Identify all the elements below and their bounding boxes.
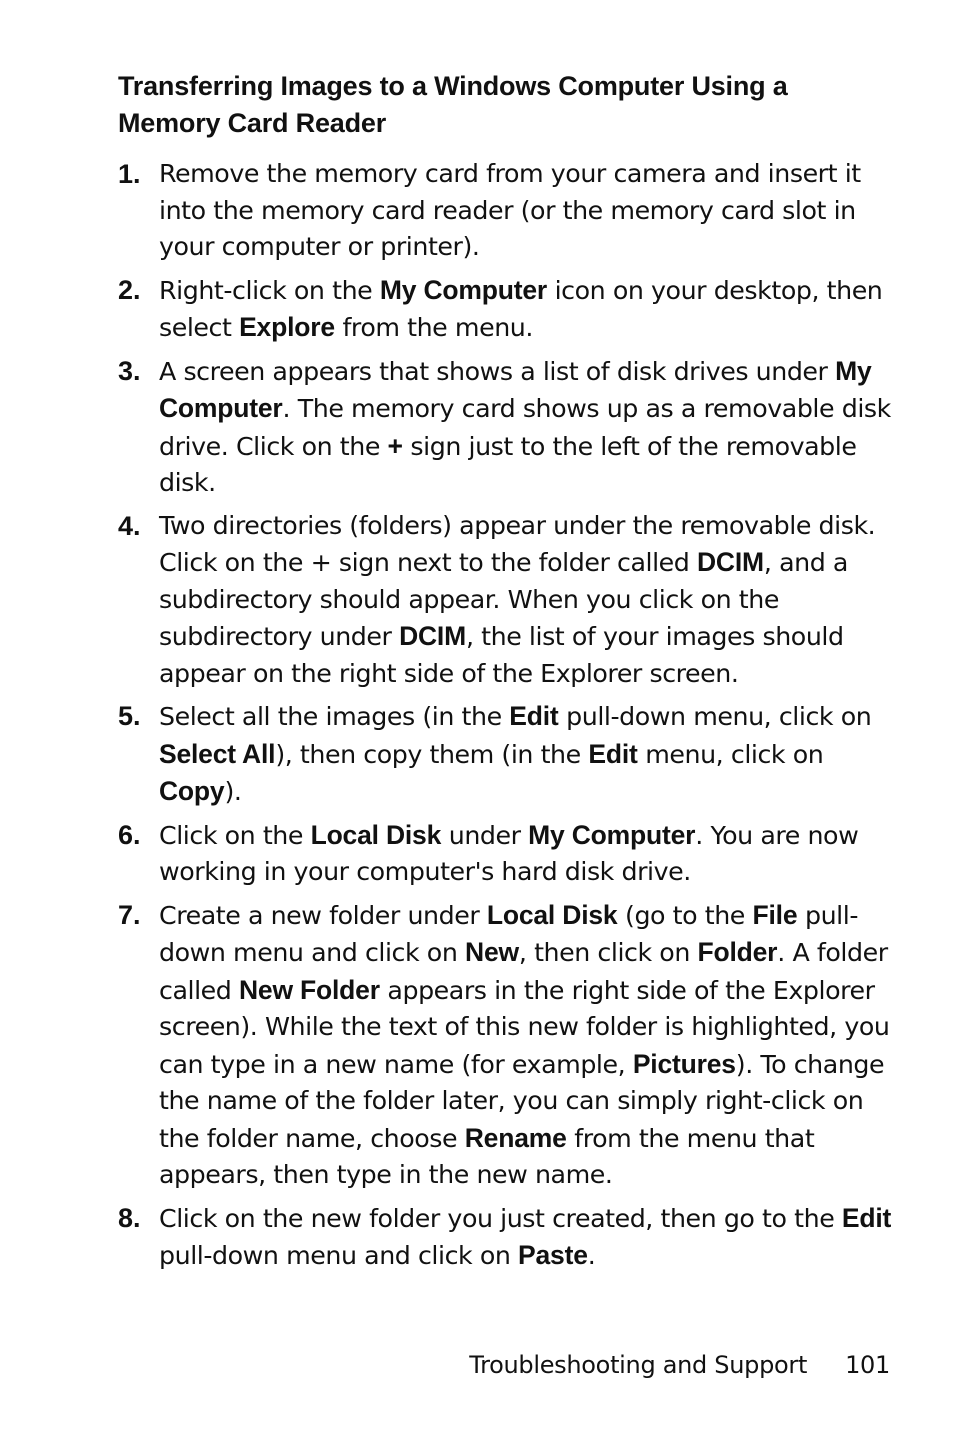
document-page xyxy=(118,68,893,1281)
ui-term: My Computer xyxy=(528,819,696,850)
step-number: 3. xyxy=(118,355,141,386)
step-text-run: , then click on xyxy=(518,938,698,967)
step-number: 8. xyxy=(118,1202,141,1233)
ui-term: + xyxy=(387,430,403,461)
step-number: 4. xyxy=(118,510,141,541)
page-number: 101 xyxy=(845,1351,890,1379)
ui-term: DCIM xyxy=(696,547,764,577)
ui-term: New xyxy=(465,937,519,967)
ui-term: My Computer xyxy=(379,274,547,305)
step-number: 7. xyxy=(118,899,141,930)
step-number: 1. xyxy=(118,159,141,189)
step-item xyxy=(118,272,893,347)
step-text-run: . A folder called xyxy=(159,938,888,1005)
step-text-run: ), then copy them (in the xyxy=(275,739,589,769)
step-text-run: under xyxy=(441,820,529,850)
step-text xyxy=(159,272,893,347)
ui-term: Rename xyxy=(464,1122,567,1153)
step-text-run: appears in the right side of the Explorer screen). While the text of this new folder is highlighted, you can type in a new name (for example, xyxy=(159,975,890,1079)
ui-term: Select All xyxy=(159,738,276,769)
step-item xyxy=(118,817,893,891)
step-text xyxy=(159,156,893,266)
step-number: 6. xyxy=(118,819,141,850)
step-text xyxy=(159,698,893,811)
step-item xyxy=(118,1200,893,1275)
step-text xyxy=(159,897,893,1194)
step-text-run: . You are now working in your computer's hard disk drive. xyxy=(159,820,859,886)
step-item xyxy=(118,698,893,811)
ui-term: Edit xyxy=(509,701,559,731)
step-text-run: Two directories (folders) appear under the removable disk. Click on the + sign next to the folder called xyxy=(159,510,876,577)
step-text-run: , the list of your images should appear on the right side of the Explorer screen. xyxy=(159,622,844,688)
step-text-run: A screen appears that shows a list of disk drives under xyxy=(159,356,836,386)
step-item xyxy=(118,156,893,266)
step-text xyxy=(159,508,893,693)
step-item xyxy=(118,508,893,693)
footer-section-title: Troubleshooting and Support xyxy=(469,1351,808,1379)
step-text-run: from the menu. xyxy=(334,313,533,342)
step-text-run: icon on your desktop, then select xyxy=(159,275,883,342)
step-text-run: pull-down menu, click on xyxy=(558,702,872,731)
step-text-run: , and a subdirectory should appear. When you click on the subdirectory under xyxy=(159,548,848,651)
step-text-run: (go to the xyxy=(617,900,753,930)
ui-term: New Folder xyxy=(238,974,380,1005)
step-text-run: pull-down menu and click on xyxy=(159,900,859,967)
step-item xyxy=(118,897,893,1194)
section-heading: Transferring Images to a Windows Computer Using a Memory Card Reader xyxy=(118,71,788,138)
step-text-run: Click on the new folder you just created, then go to the xyxy=(159,1203,842,1233)
page-footer xyxy=(469,1347,890,1383)
step-text xyxy=(159,817,893,891)
ui-term: Paste xyxy=(518,1240,588,1270)
step-number: 5. xyxy=(118,701,141,731)
step-text-run: sign just to the left of the removable disk. xyxy=(159,431,857,497)
step-text-run: Right-click on the xyxy=(159,275,380,305)
step-text-run: ). xyxy=(224,777,242,806)
ui-term: File xyxy=(752,899,798,930)
step-text-run: Click on the xyxy=(159,820,311,850)
step-text-run: Create a new folder under xyxy=(159,900,487,930)
ui-term: Edit xyxy=(841,1202,892,1233)
ui-term: Local Disk xyxy=(310,819,442,850)
ui-term: Local Disk xyxy=(486,899,618,930)
step-text-run: Remove the memory card from your camera and insert it into the memory card reader (or the memory card slot in your computer or printer). xyxy=(159,159,861,261)
ui-term: Edit xyxy=(588,738,638,769)
step-text-run: pull-down menu and click on xyxy=(159,1241,519,1270)
step-item xyxy=(118,353,893,502)
ui-term: Pictures xyxy=(632,1048,736,1079)
ui-term: DCIM xyxy=(399,621,466,651)
ui-term: Copy xyxy=(159,776,225,806)
ui-term: Folder xyxy=(697,937,778,967)
step-text-run: from the menu that appears, then type in the new name. xyxy=(159,1123,815,1189)
step-text xyxy=(159,1200,893,1275)
ui-term: My Computer xyxy=(159,355,872,423)
step-text-run: menu, click on xyxy=(637,739,824,769)
step-text-run: Select all the images (in the xyxy=(159,702,510,731)
ui-term: Explore xyxy=(239,312,335,342)
step-text-run: ). To change the name of the folder later, you can simply right-click on the folder name, choose xyxy=(159,1049,885,1153)
instruction-steps xyxy=(118,156,893,1275)
step-text-run: . xyxy=(587,1241,596,1270)
step-number: 2. xyxy=(118,274,141,305)
step-text-run: . The memory card shows up as a removable disk drive. Click on the xyxy=(159,394,891,461)
step-text xyxy=(159,353,893,502)
